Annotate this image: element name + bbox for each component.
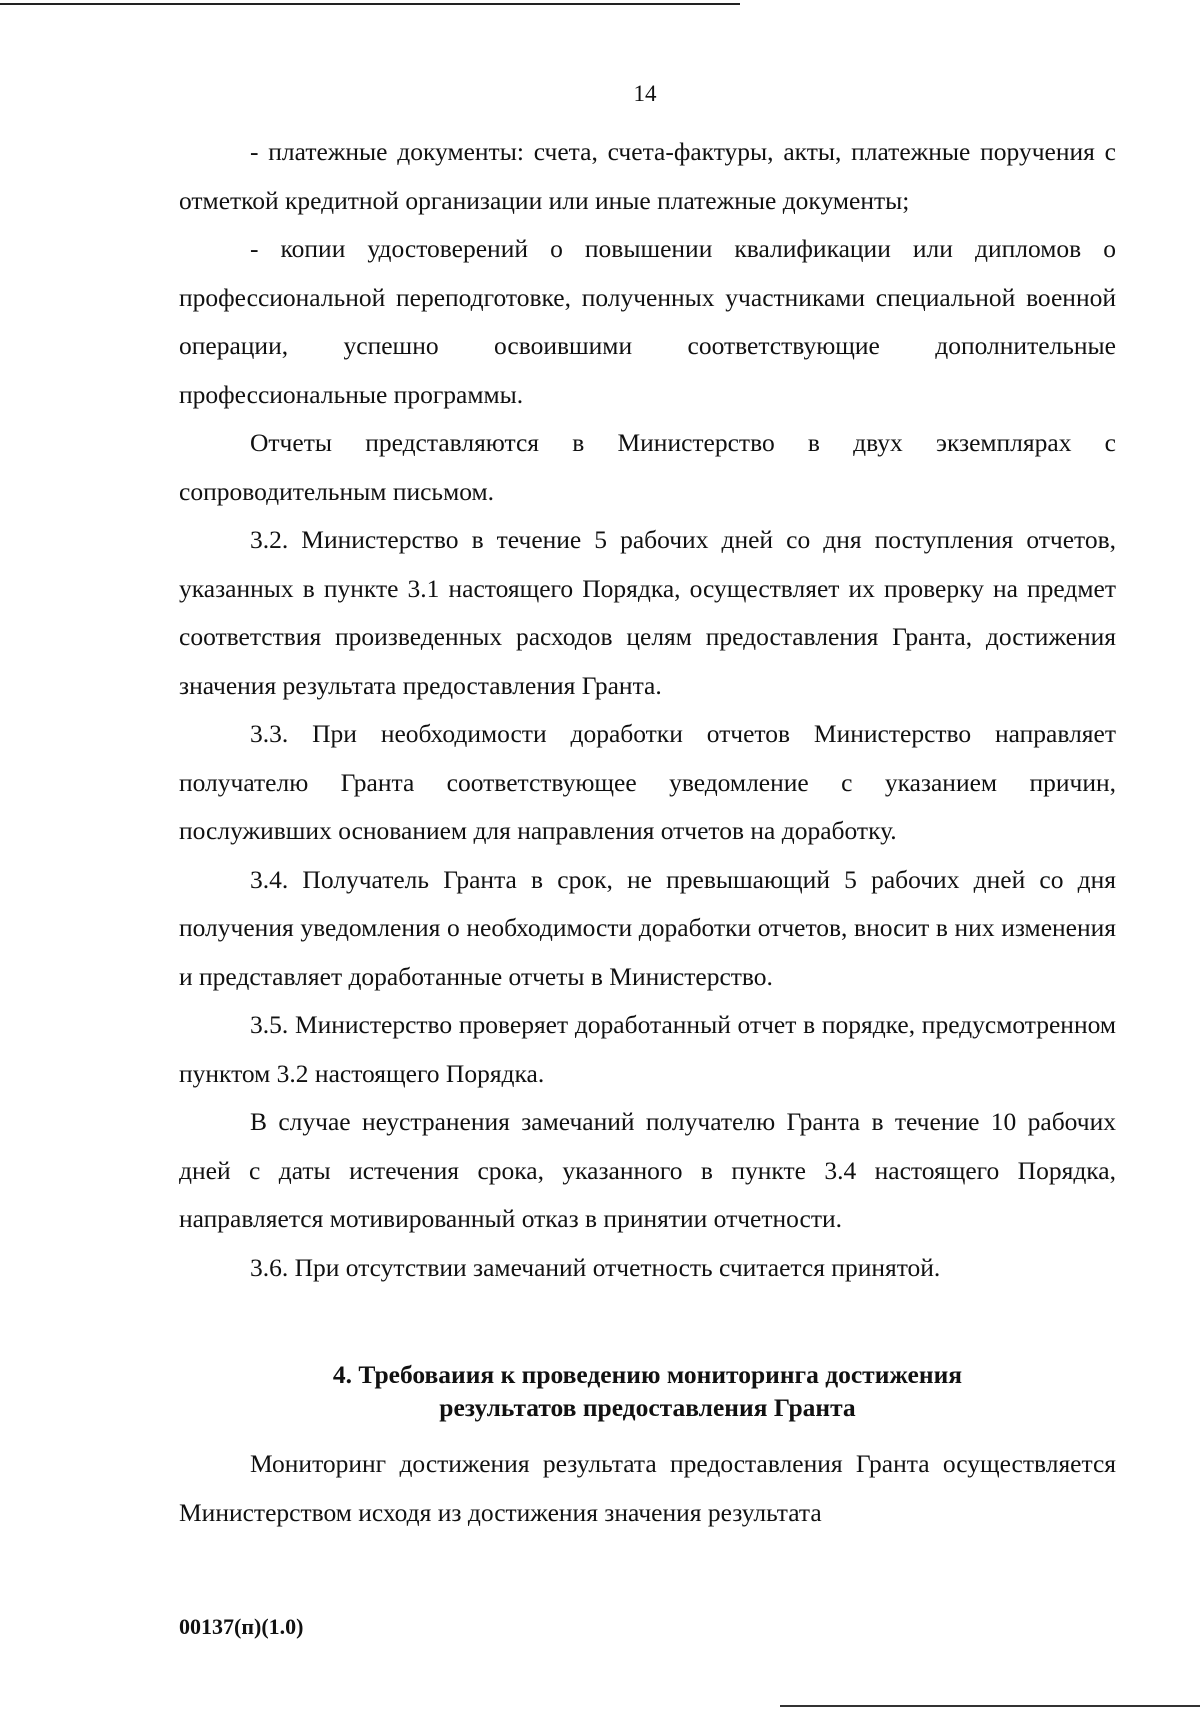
top-scan-rule — [0, 3, 740, 5]
section-4-heading — [179, 1358, 1116, 1424]
paragraph-3-3: 3.3. При необходимости доработки отчетов Министерство направляет получателю Гранта соответствующее уведомление с указанием причин, послуживших основанием для направления отчетов на доработку. — [179, 719, 1116, 845]
paragraph-3-2: 3.2. Министерство в течение 5 рабочих дней со дня поступления отчетов, указанных в пункте 3.1 настоящего Порядка, осуществляет их проверку на предмет соответствия произведенных расходов целям предоставления Гранта, достижения значения результата предоставления Гранта. — [179, 525, 1116, 700]
paragraph-refusal: В случае неустранения замечаний получателю Гранта в течение 10 рабочих дней с даты истечения срока, указанного в пункте 3.4 настоящего Порядка, направляется мотивированный отказ в принятии отчетности. — [179, 1107, 1116, 1233]
bottom-scan-rule — [780, 1705, 1200, 1707]
paragraph-payment-documents: - платежные документы: счета, счета-фактуры, акты, платежные поручения с отметкой кредитной организации или иные платежные документы; — [179, 137, 1116, 215]
paragraph-3-4: 3.4. Получатель Гранта в срок, не превышающий 5 рабочих дней со дня получения уведомления о необходимости доработки отчетов, вносит в них изменения и представляет доработанные отчеты в Министерство. — [179, 864, 1116, 991]
paragraph-reports-submission: Отчеты представляются в Министерство в двух экземплярах с сопроводительным письмом. — [179, 428, 1116, 506]
document-code: 00137(п)(1.0) — [179, 1614, 304, 1639]
paragraph-monitoring: Мониторинг достижения результата предоставления Гранта осуществляется Министерством исходя из достижения значения результата — [179, 1449, 1116, 1527]
paragraph-certificate-copies: - копии удостоверений о повышении квалификации или дипломов о профессиональной переподготовке, полученных участниками специальной военной операции, успешно освоившими соответствующие дополнительные профессиональные программы. — [179, 234, 1116, 409]
section-4-heading-line-1: 4. Требоваиия к проведению мониторинга достижения — [332, 1360, 963, 1389]
paragraph-3-6: 3.6. При отсутствии замечаний отчетность считается принятой. — [250, 1252, 941, 1282]
document-body — [179, 128, 1116, 1537]
paragraph-3-5: 3.5. Министерство проверяет доработанный отчет в порядке, предусмотренном пунктом 3.2 настоящего Порядка. — [179, 1010, 1116, 1088]
page-number: 14 — [633, 81, 657, 106]
section-4-heading-line-2: результатов предоставления Гранта — [439, 1393, 856, 1422]
